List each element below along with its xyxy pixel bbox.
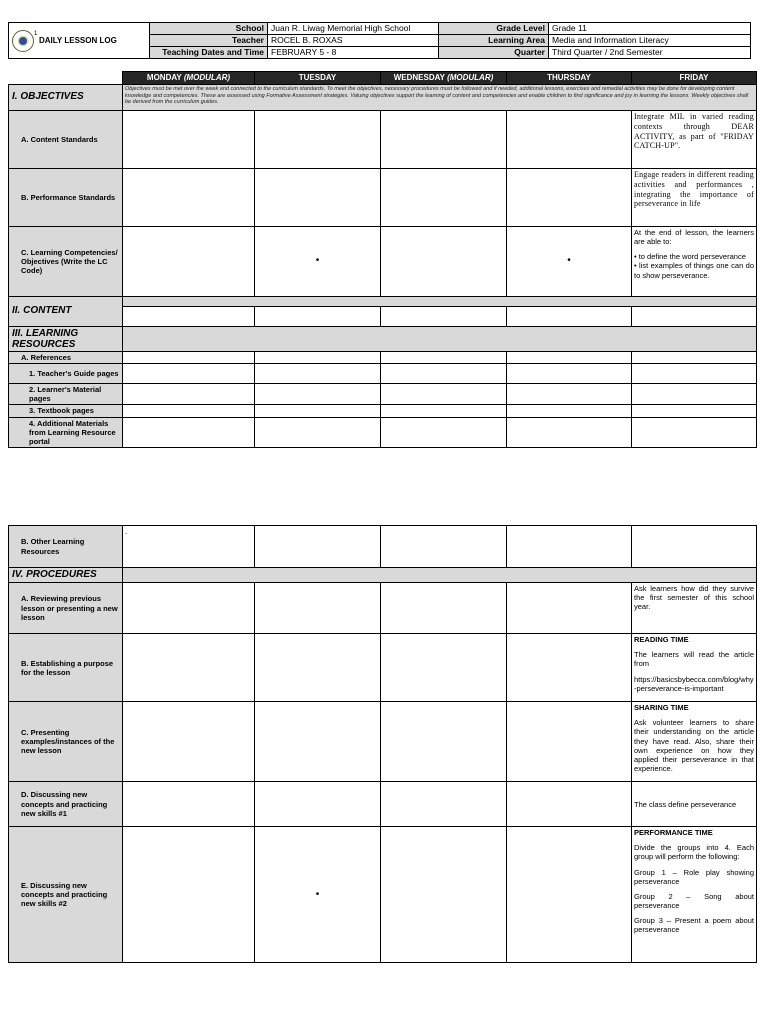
grade-number: 1 (34, 30, 38, 37)
performance-standards-label: B. Performance Standards (9, 169, 123, 227)
establishing-purpose-label: B. Establishing a purpose for the lesson (9, 634, 123, 702)
other-resources-monday: . (123, 526, 255, 568)
teaching-dates-label: Teaching Dates and Time (150, 47, 268, 59)
day-header-tuesday: TUESDAY (255, 72, 381, 85)
reviewing-lesson-friday: Ask learners how did they survive the first semester of this school year. (632, 583, 757, 634)
learning-area-label: Learning Area (439, 35, 549, 47)
competencies-thursday-bullet: • (507, 227, 632, 297)
other-learning-resources-label: B. Other Learning Resources (9, 526, 123, 568)
day-header-thursday: THURSDAY (507, 72, 632, 85)
references-label: A. References (9, 352, 123, 364)
grade-level-label: Grade Level (439, 23, 549, 35)
teaching-dates-value: FEBRUARY 5 - 8 (268, 47, 439, 59)
teachers-guide-label: 1. Teacher's Guide pages (9, 364, 123, 384)
content-heading: II. CONTENT (9, 297, 123, 327)
learning-resources-heading: III. LEARNING RESOURCES (9, 327, 123, 352)
logo-cell (9, 23, 150, 59)
teacher-label: Teacher (150, 35, 268, 47)
new-concepts-2-friday: PERFORMANCE TIME Divide the groups into 4. Each group will perform the following: Group 1 – Role play showing perseverance Group 2 – Song about perseverance Group 3 – Present a poem about perseverance (632, 827, 757, 963)
lesson-grid-bottom (8, 525, 757, 963)
school-label: School (150, 23, 268, 35)
day-header-monday: MONDAY (MODULAR) (123, 72, 255, 85)
deped-seal-icon (12, 30, 38, 52)
lesson-grid-top (8, 71, 757, 448)
grade-level-value: Grade 11 (549, 23, 751, 35)
school-value: Juan R. Liwag Memorial High School (268, 23, 439, 35)
document-title: DAILY LESSON LOG (39, 36, 117, 45)
content-standards-label: A. Content Standards (9, 111, 123, 169)
day-header-friday: FRIDAY (632, 72, 757, 85)
header-table (8, 22, 751, 59)
learners-material-label: 2. Learner's Material pages (9, 384, 123, 405)
new-concepts-2-label: E. Discussing new concepts and practicing new skills #2 (9, 827, 123, 963)
objectives-note: Objectives must be met over the week and connected to the curriculum standards. To meet the objectives, necessary procedures must be followed and if needed, additional lessons, exercises and remedial activities may be done for developing content knowledge and competencies. These are assessed using Formative Assessment strategies. Valuing objectives support the learning of content and competencies and enable children to find significance and joy in learning the lessons. Weekly objectives shall be derived from the curriculum guides. (123, 85, 757, 111)
new-concepts-2-tuesday-bullet: • (255, 827, 381, 963)
additional-materials-label: 4. Additional Materials from Learning Resource portal (9, 417, 123, 447)
objectives-heading: I. OBJECTIVES (9, 85, 123, 111)
learning-competencies-label: C. Learning Competencies/ Objectives (Write the LC Code) (9, 227, 123, 297)
reviewing-lesson-label: A. Reviewing previous lesson or presenting a new lesson (9, 583, 123, 634)
presenting-examples-friday: SHARING TIME Ask volunteer learners to share their understanding on the article they have read. Also, share their own experience on how they applied their perseverance in that experience. (632, 702, 757, 782)
competencies-tuesday-bullet: • (255, 227, 381, 297)
day-header-wednesday: WEDNESDAY (MODULAR) (381, 72, 507, 85)
teacher-value: ROCEL B. ROXAS (268, 35, 439, 47)
learning-area-value: Media and Information Literacy (549, 35, 751, 47)
quarter-value: Third Quarter / 2nd Semester (549, 47, 751, 59)
competencies-friday: At the end of lesson, the learners are able to: • to define the word perseverance • list examples of things one can do to show perseverance. (632, 227, 757, 297)
procedures-heading: IV. PROCEDURES (9, 568, 123, 583)
new-concepts-1-label: D. Discussing new concepts and practicing new skills #1 (9, 782, 123, 827)
quarter-label: Quarter (439, 47, 549, 59)
presenting-examples-label: C. Presenting examples/instances of the new lesson (9, 702, 123, 782)
establishing-purpose-friday: READING TIME The learners will read the article from https://basicsbybecca.com/blog/why-perseverance-is-important (632, 634, 757, 702)
textbook-pages-label: 3. Textbook pages (9, 405, 123, 417)
new-concepts-1-friday: The class define perseverance (632, 782, 757, 827)
content-standards-friday: Integrate MIL in varied reading contexts through DEAR ACTIVITY, as part of "FRIDAY CATCH-UP". (632, 111, 757, 169)
performance-standards-friday: Engage readers in different reading activities and performances , integrating the importance of perseverance in life (632, 169, 757, 227)
